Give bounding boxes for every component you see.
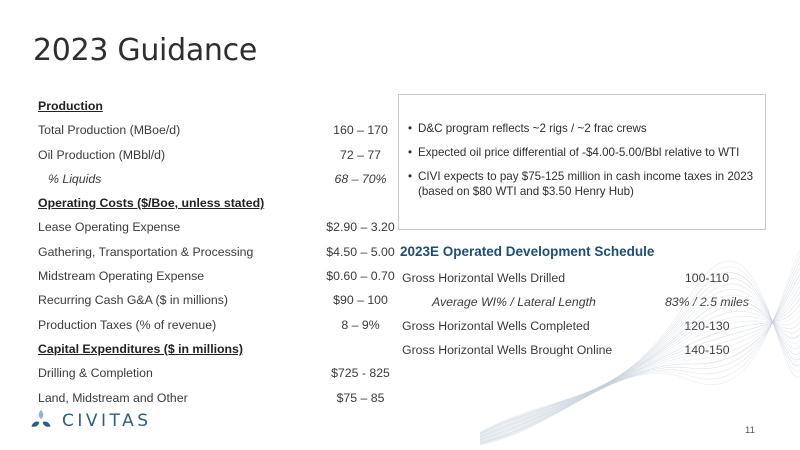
- note-text: Expected oil price differential of -$4.00-5.00/Bbl relative to WTI: [418, 146, 740, 159]
- schedule-label: Gross Horizontal Wells Brought Online: [402, 343, 613, 357]
- page-number: 11: [745, 425, 755, 436]
- guidance-label: Drilling & Completion: [38, 366, 153, 381]
- guidance-value: $2.90 – 3.20: [326, 220, 395, 235]
- civitas-logo-icon: [28, 408, 54, 434]
- schedule-label: Gross Horizontal Wells Drilled: [402, 271, 566, 285]
- guidance-label: Land, Midstream and Other: [38, 390, 188, 405]
- guidance-value: $90 – 100: [333, 293, 388, 308]
- note-text: D&C program reflects ~2 rigs / ~2 frac crews: [418, 122, 647, 135]
- guidance-row: [38, 167, 387, 191]
- guidance-value: 68 – 70%: [334, 171, 387, 186]
- guidance-value: $725 - 825: [331, 366, 390, 381]
- guidance-row: [38, 215, 395, 239]
- guidance-section-header: [38, 191, 383, 215]
- schedule-value: 140-150: [684, 343, 730, 357]
- guidance-row: [38, 313, 383, 337]
- decorative-wave-lines: [480, 230, 800, 450]
- guidance-table: [38, 94, 395, 410]
- guidance-section-header: [38, 94, 383, 118]
- bullet-icon: •: [408, 170, 413, 183]
- schedule-value: 120-130: [684, 319, 730, 333]
- guidance-label: Production Taxes (% of revenue): [38, 317, 217, 332]
- guidance-row: [38, 288, 388, 312]
- schedule-label: Gross Horizontal Wells Completed: [402, 319, 590, 333]
- guidance-label: Capital Expenditures ($ in millions): [38, 341, 243, 356]
- guidance-section-header: [38, 337, 383, 361]
- bullet-icon: •: [408, 146, 413, 159]
- guidance-value: $75 – 85: [336, 390, 385, 405]
- guidance-label: Recurring Cash G&A ($ in millions): [38, 293, 228, 308]
- guidance-value: 160 – 170: [333, 123, 388, 138]
- note-item: [408, 145, 759, 160]
- schedule-value: 83% / 2.5 miles: [664, 295, 750, 309]
- guidance-label: Operating Costs ($/Boe, unless stated): [38, 196, 265, 211]
- notes-list: [408, 121, 759, 208]
- note-item: [408, 121, 759, 136]
- note-item: [408, 169, 759, 199]
- wave-line: [480, 304, 800, 440]
- guidance-row: [38, 118, 388, 142]
- wave-line: [480, 268, 800, 443]
- guidance-row: [38, 386, 383, 410]
- guidance-label: Midstream Operating Expense: [38, 269, 205, 284]
- guidance-row: [38, 361, 390, 385]
- guidance-label: Oil Production (MBbl/d): [38, 147, 166, 162]
- wave-line: [480, 256, 800, 444]
- page-title: 2023 Guidance: [33, 33, 257, 68]
- bullet-icon: •: [408, 122, 413, 135]
- note-text: CIVI expects to pay $75-125 million in cash income taxes in 2023 (based on $80 WTI and $3.50 Henry Hub): [418, 170, 754, 198]
- guidance-label: Total Production (MBoe/d): [38, 123, 181, 138]
- guidance-label: % Liquids: [48, 171, 102, 186]
- guidance-label: Lease Operating Expense: [38, 220, 181, 235]
- wave-line: [480, 316, 800, 438]
- wave-line: [480, 261, 800, 432]
- company-logo: [28, 408, 152, 434]
- notes-box: [398, 94, 766, 230]
- guidance-value: $4.50 – 5.00: [326, 244, 395, 259]
- logo-wordmark: CIVITAS: [62, 411, 152, 431]
- guidance-value: $0.60 – 0.70: [326, 269, 395, 284]
- wave-line: [480, 272, 800, 433]
- guidance-value: 8 – 9%: [341, 317, 380, 332]
- guidance-value: 72 – 77: [339, 147, 382, 162]
- schedule-label: Average WI% / Lateral Length: [432, 295, 596, 309]
- guidance-label: Gathering, Transportation & Processing: [38, 244, 254, 259]
- guidance-row: [38, 240, 395, 264]
- schedule-title: 2023E Operated Development Schedule: [400, 244, 655, 259]
- wave-line: [480, 267, 800, 433]
- guidance-row: [38, 143, 383, 167]
- guidance-label: Production: [38, 99, 103, 113]
- guidance-row: [38, 264, 395, 288]
- schedule-value: 100-110: [684, 271, 730, 285]
